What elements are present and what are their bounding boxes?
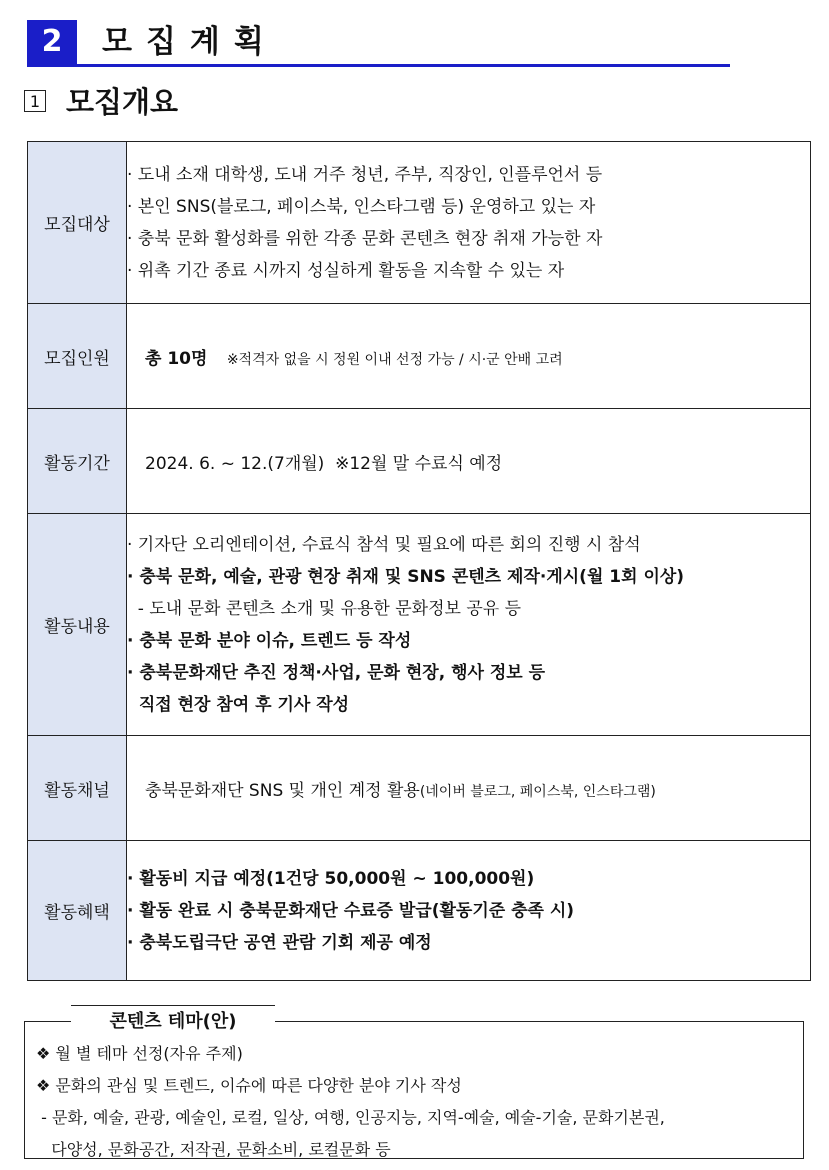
theme-line-2: ❖ 문화의 관심 및 트렌드, 이슈에 따른 다양한 분야 기사 작성 bbox=[36, 1076, 462, 1095]
content-line-6: 직접 현장 참여 후 기사 작성 bbox=[127, 694, 350, 715]
content-line-4: · 충북 문화 분야 이슈, 트렌드 등 작성 bbox=[127, 630, 412, 651]
label-content: 활동내용 bbox=[28, 514, 127, 736]
benefit-line-2: · 활동 완료 시 충북문화재단 수료증 발급(활동기준 충족 시) bbox=[127, 900, 575, 921]
content-period bbox=[127, 409, 811, 514]
theme-line-3: - 문화, 예술, 관광, 예술인, 로컬, 일상, 여행, 인공지능, 지역-예술, 예술-기술, 문화기본권, bbox=[36, 1108, 665, 1127]
target-line-2: · 본인 SNS(블로그, 페이스북, 인스타그램 등) 운영하고 있는 자 bbox=[127, 196, 596, 217]
target-line-4: · 위촉 기간 종료 시까지 성실하게 활동을 지속할 수 있는 자 bbox=[127, 260, 565, 281]
row-count bbox=[28, 304, 811, 409]
row-channel bbox=[28, 736, 811, 841]
count-main: 총 10명 bbox=[145, 348, 208, 369]
channel-note: (네이버 블로그, 페이스북, 인스타그램) bbox=[419, 783, 656, 800]
row-period bbox=[28, 409, 811, 514]
theme-line-4: 다양성, 문화공간, 저작권, 문화소비, 로컬문화 등 bbox=[36, 1140, 391, 1159]
content-theme-list bbox=[36, 1038, 665, 1166]
target-line-3: · 충북 문화 활성화를 위한 각종 문화 콘텐츠 현장 취재 가능한 자 bbox=[127, 228, 603, 249]
target-line-1: · 도내 소재 대학생, 도내 거주 청년, 주부, 직장인, 인플루언서 등 bbox=[127, 164, 603, 185]
count-note: ※적격자 없을 시 정원 이내 선정 가능 / 시·군 안배 고려 bbox=[226, 351, 563, 368]
benefit-line-1: · 활동비 지급 예정(1건당 50,000원 ~ 100,000원) bbox=[127, 868, 535, 889]
recruitment-overview-table bbox=[27, 141, 811, 981]
content-line-5: · 충북문화재단 추진 정책·사업, 문화 현장, 행사 정보 등 bbox=[127, 662, 546, 683]
content-channel bbox=[127, 736, 811, 841]
label-period: 활동기간 bbox=[28, 409, 127, 514]
benefit-line-3: · 충북도립극단 공연 관람 기회 제공 예정 bbox=[127, 932, 432, 953]
row-benefit bbox=[28, 841, 811, 981]
content-line-2: · 충북 문화, 예술, 관광 현장 취재 및 SNS 콘텐츠 제작·게시(월 1회 이상) bbox=[127, 566, 685, 587]
content-benefit bbox=[127, 841, 811, 981]
label-count: 모집인원 bbox=[28, 304, 127, 409]
channel-main: 충북문화재단 SNS 및 개인 계정 활용 bbox=[145, 780, 420, 801]
row-content bbox=[28, 514, 811, 736]
section-header bbox=[27, 20, 730, 66]
label-channel: 활동채널 bbox=[28, 736, 127, 841]
section-title: 모집계획 bbox=[102, 24, 278, 60]
section-underline bbox=[27, 64, 730, 67]
row-target bbox=[28, 142, 811, 304]
content-count bbox=[127, 304, 811, 409]
content-line-3: - 도내 문화 콘텐츠 소개 및 유용한 문화정보 공유 등 bbox=[127, 598, 522, 619]
subsection-title: 모집개요 bbox=[66, 85, 179, 119]
label-benefit: 활동혜택 bbox=[28, 841, 127, 981]
content-line-1: · 기자단 오리엔테이션, 수료식 참석 및 필요에 따른 회의 진행 시 참석 bbox=[127, 534, 641, 555]
period-text: 2024. 6. ~ 12.(7개월) ※12월 말 수료식 예정 bbox=[145, 453, 503, 474]
subsection-number-box: 1 bbox=[24, 90, 46, 112]
theme-line-1: ❖ 월 별 테마 선정(자유 주제) bbox=[36, 1044, 243, 1063]
content-theme-title: 콘텐츠 테마(안) bbox=[71, 1005, 275, 1037]
label-target: 모집대상 bbox=[28, 142, 127, 304]
section-number: 2 bbox=[27, 20, 77, 64]
content-target bbox=[127, 142, 811, 304]
content-content bbox=[127, 514, 811, 736]
